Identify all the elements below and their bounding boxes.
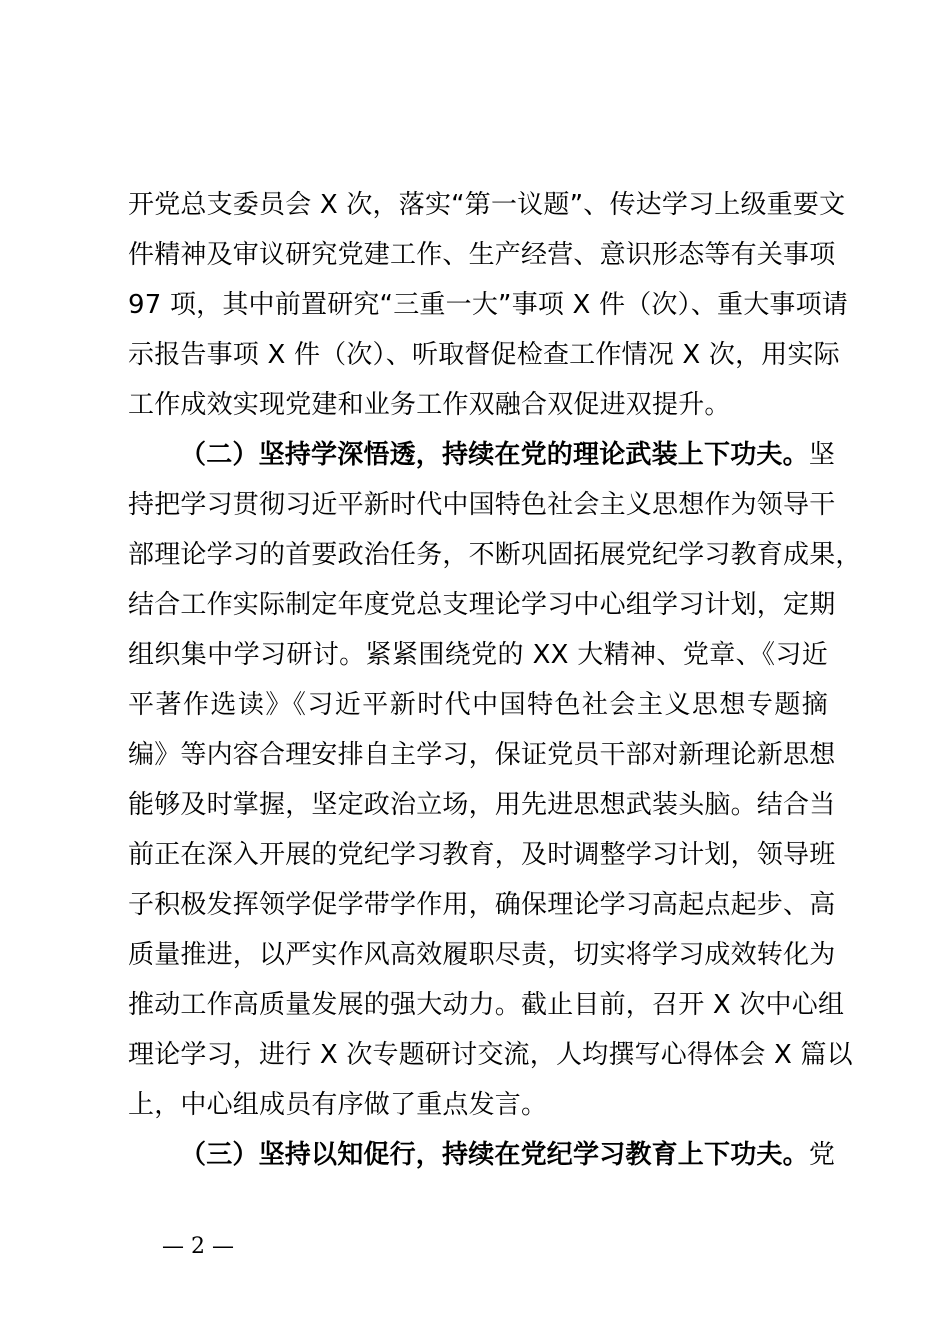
paragraph-line: 理论学习，进行 X 次专题研讨交流，人均撰写心得体会 X 篇以	[128, 1040, 853, 1070]
document-body	[128, 180, 862, 1180]
paragraph-line: 组织集中学习研讨。紧紧围绕党的 XX 大精神、党章、《习近	[128, 640, 828, 670]
section-2-heading: （二）坚持学深悟透，持续在党的理论武装上下功夫。	[180, 440, 809, 470]
section-3-heading-line	[128, 1130, 836, 1180]
paragraph-line: 持把学习贯彻习近平新时代中国特色社会主义思想作为领导干	[128, 490, 836, 520]
paragraph-line: 结合工作实际制定年度党总支理论学习中心组学习计划，定期	[128, 590, 836, 620]
paragraph-line: 上，中心组成员有序做了重点发言。	[128, 1090, 548, 1120]
paragraph-line: 示报告事项 X 件（次）、听取督促检查工作情况 X 次，用实际	[128, 340, 840, 370]
section-3-heading: （三）坚持以知促行，持续在党纪学习教育上下功夫。	[180, 1140, 809, 1170]
paragraph-line: 质量推进，以严实作风高效履职尽责，切实将学习成效转化为	[128, 940, 836, 970]
paragraph-line: 推动工作高质量发展的强大动力。截止目前，召开 X 次中心组	[128, 990, 845, 1020]
paragraph-line: 部理论学习的首要政治任务，不断巩固拓展党纪学习教育成果，	[128, 540, 862, 570]
section-3-first-text: 党	[808, 1140, 836, 1170]
paragraph-line: 子积极发挥领学促学带学作用，确保理论学习高起点起步、高	[128, 890, 836, 920]
page-number: — 2 —	[162, 1234, 234, 1259]
paragraph-line: 能够及时掌握，坚定政治立场，用先进思想武装头脑。结合当	[128, 790, 836, 820]
paragraph-line: 平著作选读》《习近平新时代中国特色社会主义思想专题摘	[128, 690, 828, 720]
paragraph-line: 件精神及审议研究党建工作、生产经营、意识形态等有关事项	[128, 240, 836, 270]
paragraph-line: 97 项，其中前置研究“三重一大”事项 X 件（次）、重大事项请	[128, 290, 849, 320]
paragraph-line: 开党总支委员会 X 次，落实“第一议题”、传达学习上级重要文	[128, 190, 846, 220]
section-2-heading-line	[128, 430, 836, 480]
section-2-first-text: 坚	[808, 440, 836, 470]
paragraph-line: 工作成效实现党建和业务工作双融合双促进双提升。	[128, 390, 731, 420]
paragraph-line: 编》等内容合理安排自主学习，保证党员干部对新理论新思想	[128, 740, 836, 770]
paragraph-line: 前正在深入开展的党纪学习教育，及时调整学习计划，领导班	[128, 840, 836, 870]
